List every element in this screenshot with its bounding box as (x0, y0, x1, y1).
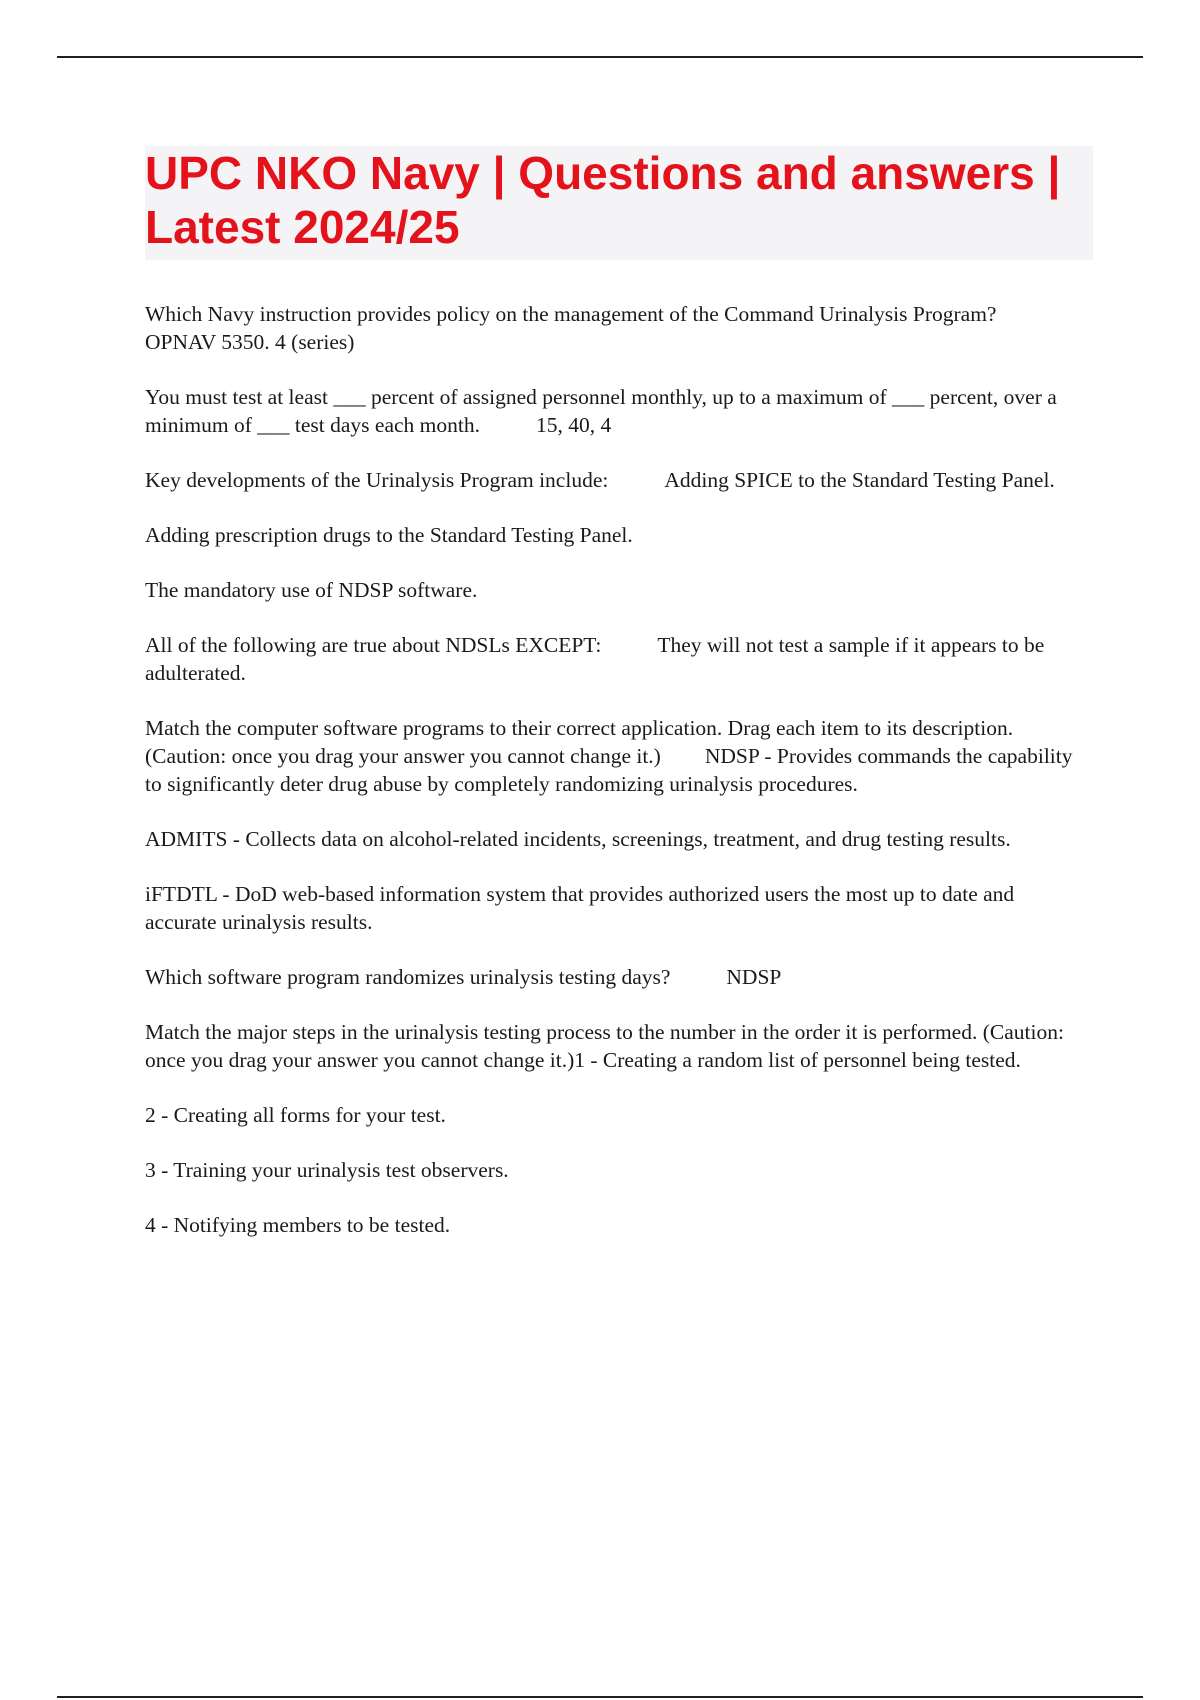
answer-text: 15, 40, 4 (536, 413, 612, 437)
answer-continuation: The mandatory use of NDSP software. (145, 578, 478, 602)
answer-continuation: iFTDTL - DoD web-based information system that provides authorized users the most up to date and accurate urinalysis results. (145, 882, 1015, 934)
qa-item-3 (145, 466, 1090, 494)
question-text: Match the major steps in the urinalysis testing process to the number in the order it is performed. (Caution: once you drag your answer you cannot change it.) (145, 1020, 1064, 1072)
title-block (145, 146, 1093, 260)
bottom-rule (57, 1696, 1143, 1698)
answer-continuation: Adding prescription drugs to the Standard Testing Panel. (145, 523, 633, 547)
page-title: UPC NKO Navy | Questions and answers | Latest 2024/25 (145, 147, 1061, 253)
question-text: You must test at least ___ percent of assigned personnel monthly, up to a maximum of ___ percent, over a minimum of ___ test days each month. (145, 385, 1057, 437)
question-text: Which Navy instruction provides policy on the management of the Command Urinalysis Program? (145, 302, 997, 326)
qa-item-6 (145, 963, 1090, 991)
answer-text: NDSP - Provides commands the capability to significantly deter drug abuse by completely randomizing urinalysis procedures. (145, 744, 1073, 796)
answer-text: NDSP (726, 965, 782, 989)
answer-continuation: 2 - Creating all forms for your test. (145, 1103, 446, 1127)
answer-text: Adding SPICE to the Standard Testing Panel. (664, 468, 1055, 492)
qa-item-2 (145, 383, 1090, 439)
qa-item-5 (145, 714, 1090, 798)
answer-text: 1 - Creating a random list of personnel being tested. (574, 1048, 1021, 1072)
question-text: All of the following are true about NDSLs EXCEPT: (145, 633, 602, 657)
qa-item-1 (145, 300, 1090, 356)
qa-item-7 (145, 1018, 1090, 1074)
question-text: Which software program randomizes urinalysis testing days? (145, 965, 671, 989)
question-text: Key developments of the Urinalysis Program include: (145, 468, 609, 492)
question-text: Match the computer software programs to their correct application. Drag each item to its description. (Caution: once you drag your answer you cannot change it.) (145, 716, 1014, 768)
answer-text: They will not test a sample if it appears to be adulterated. (145, 633, 1045, 685)
qa-content (145, 300, 1090, 1266)
answer-continuation: 3 - Training your urinalysis test observers. (145, 1158, 509, 1182)
top-rule (57, 56, 1143, 58)
answer-text: OPNAV 5350. 4 (series) (145, 330, 355, 354)
answer-continuation: 4 - Notifying members to be tested. (145, 1213, 451, 1237)
qa-item-4 (145, 631, 1090, 687)
answer-continuation: ADMITS - Collects data on alcohol-related incidents, screenings, treatment, and drug testing results. (145, 827, 1011, 851)
